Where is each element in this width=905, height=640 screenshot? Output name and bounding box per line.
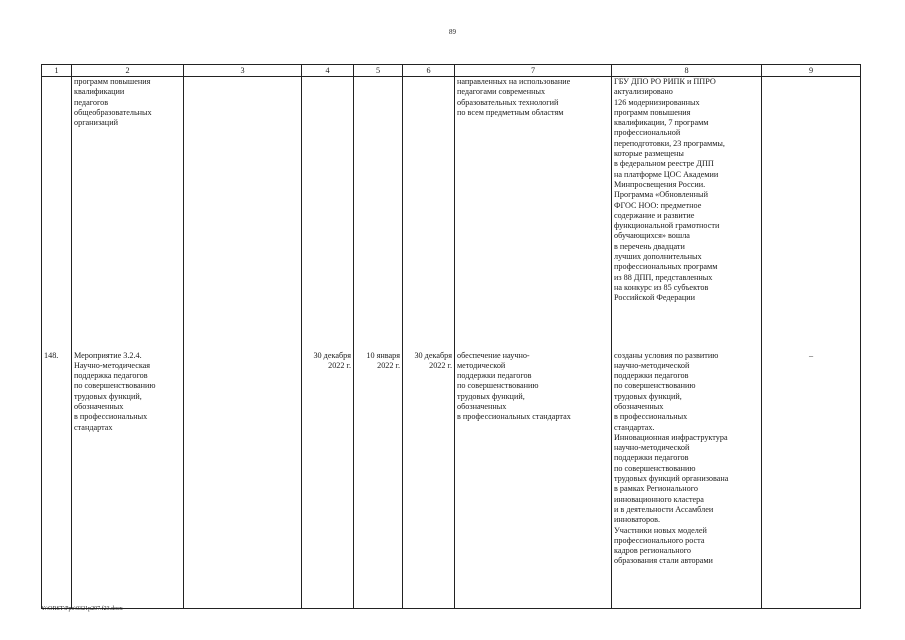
column-header-4: 4 [302, 65, 354, 77]
footer-file-path: Y:\ORST\Ppo\0321p207.f23.docx [41, 606, 123, 612]
column-header-1: 1 [42, 65, 72, 77]
cell-event-name: Мероприятие 3.2.4. Научно-методическая поддержка педагогов по совершенствованию трудовых функций, обозначенных в профессиональных стандартах [72, 351, 184, 609]
cell-number: 148. [42, 351, 72, 609]
cell-responsible [184, 77, 302, 351]
column-header-2: 2 [72, 65, 184, 77]
cell-start-date: 10 января 2022 г. [354, 351, 403, 609]
column-header-7: 7 [455, 65, 612, 77]
cell-end-date [403, 77, 455, 351]
table-header-row [42, 65, 861, 77]
column-header-9: 9 [762, 65, 861, 77]
page-number: 89 [449, 28, 456, 36]
cell-responsible [184, 351, 302, 609]
cell-actual-result: ГБУ ДПО РО РИПК и ППРО актуализировано 126 модернизированных программ повышения квалификации, 7 программ профессиональной переподготовки, 23 программы, которые размещены в федеральном реестре ДПП на платформе ЦОС Академии Минпросвещения России. Программа «Обновленный ФГОС НОО: предметное содержание и развитие функциональной грамотности обучающихся» вошла в перечень двадцати лучших дополнительных профессиональных программ из 88 ДПП, представленных на конкурс из 85 субъектов Российской Федерации [612, 77, 762, 351]
column-header-6: 6 [403, 65, 455, 77]
cell-expected-result: направленных на использование педагогами современных образовательных технологий по всем предметным областям [455, 77, 612, 351]
cell-end-date: 30 декабря 2022 г. [403, 351, 455, 609]
cell-actual-result: созданы условия по развитию научно-методической поддержки педагогов по совершенствованию трудовых функций, обозначенных в профессиональных стандартах. Инновационная инфраструктура научно-методической поддержки педагогов по совершенствованию трудовых функций организована в рамках Регионального инновационного кластера и в деятельности Ассамблеи инноваторов. Участники новых моделей профессионального роста кадров регионального образования стали авторами [612, 351, 762, 609]
cell-note [762, 77, 861, 351]
cell-expected-result: обеспечение научно- методической поддержки педагогов по совершенствованию трудовых функций, обозначенных в профессиональных стандартах [455, 351, 612, 609]
cell-number [42, 77, 72, 351]
column-header-3: 3 [184, 65, 302, 77]
cell-start-date [354, 77, 403, 351]
column-header-5: 5 [354, 65, 403, 77]
table-row-148 [42, 351, 861, 609]
cell-planned-date [302, 77, 354, 351]
cell-event-name: программ повышения квалификации педагогов общеобразовательных организаций [72, 77, 184, 351]
cell-planned-date: 30 декабря 2022 г. [302, 351, 354, 609]
table-row-continuation [42, 77, 861, 351]
cell-note: – [762, 351, 861, 609]
report-table [41, 64, 861, 609]
column-header-8: 8 [612, 65, 762, 77]
